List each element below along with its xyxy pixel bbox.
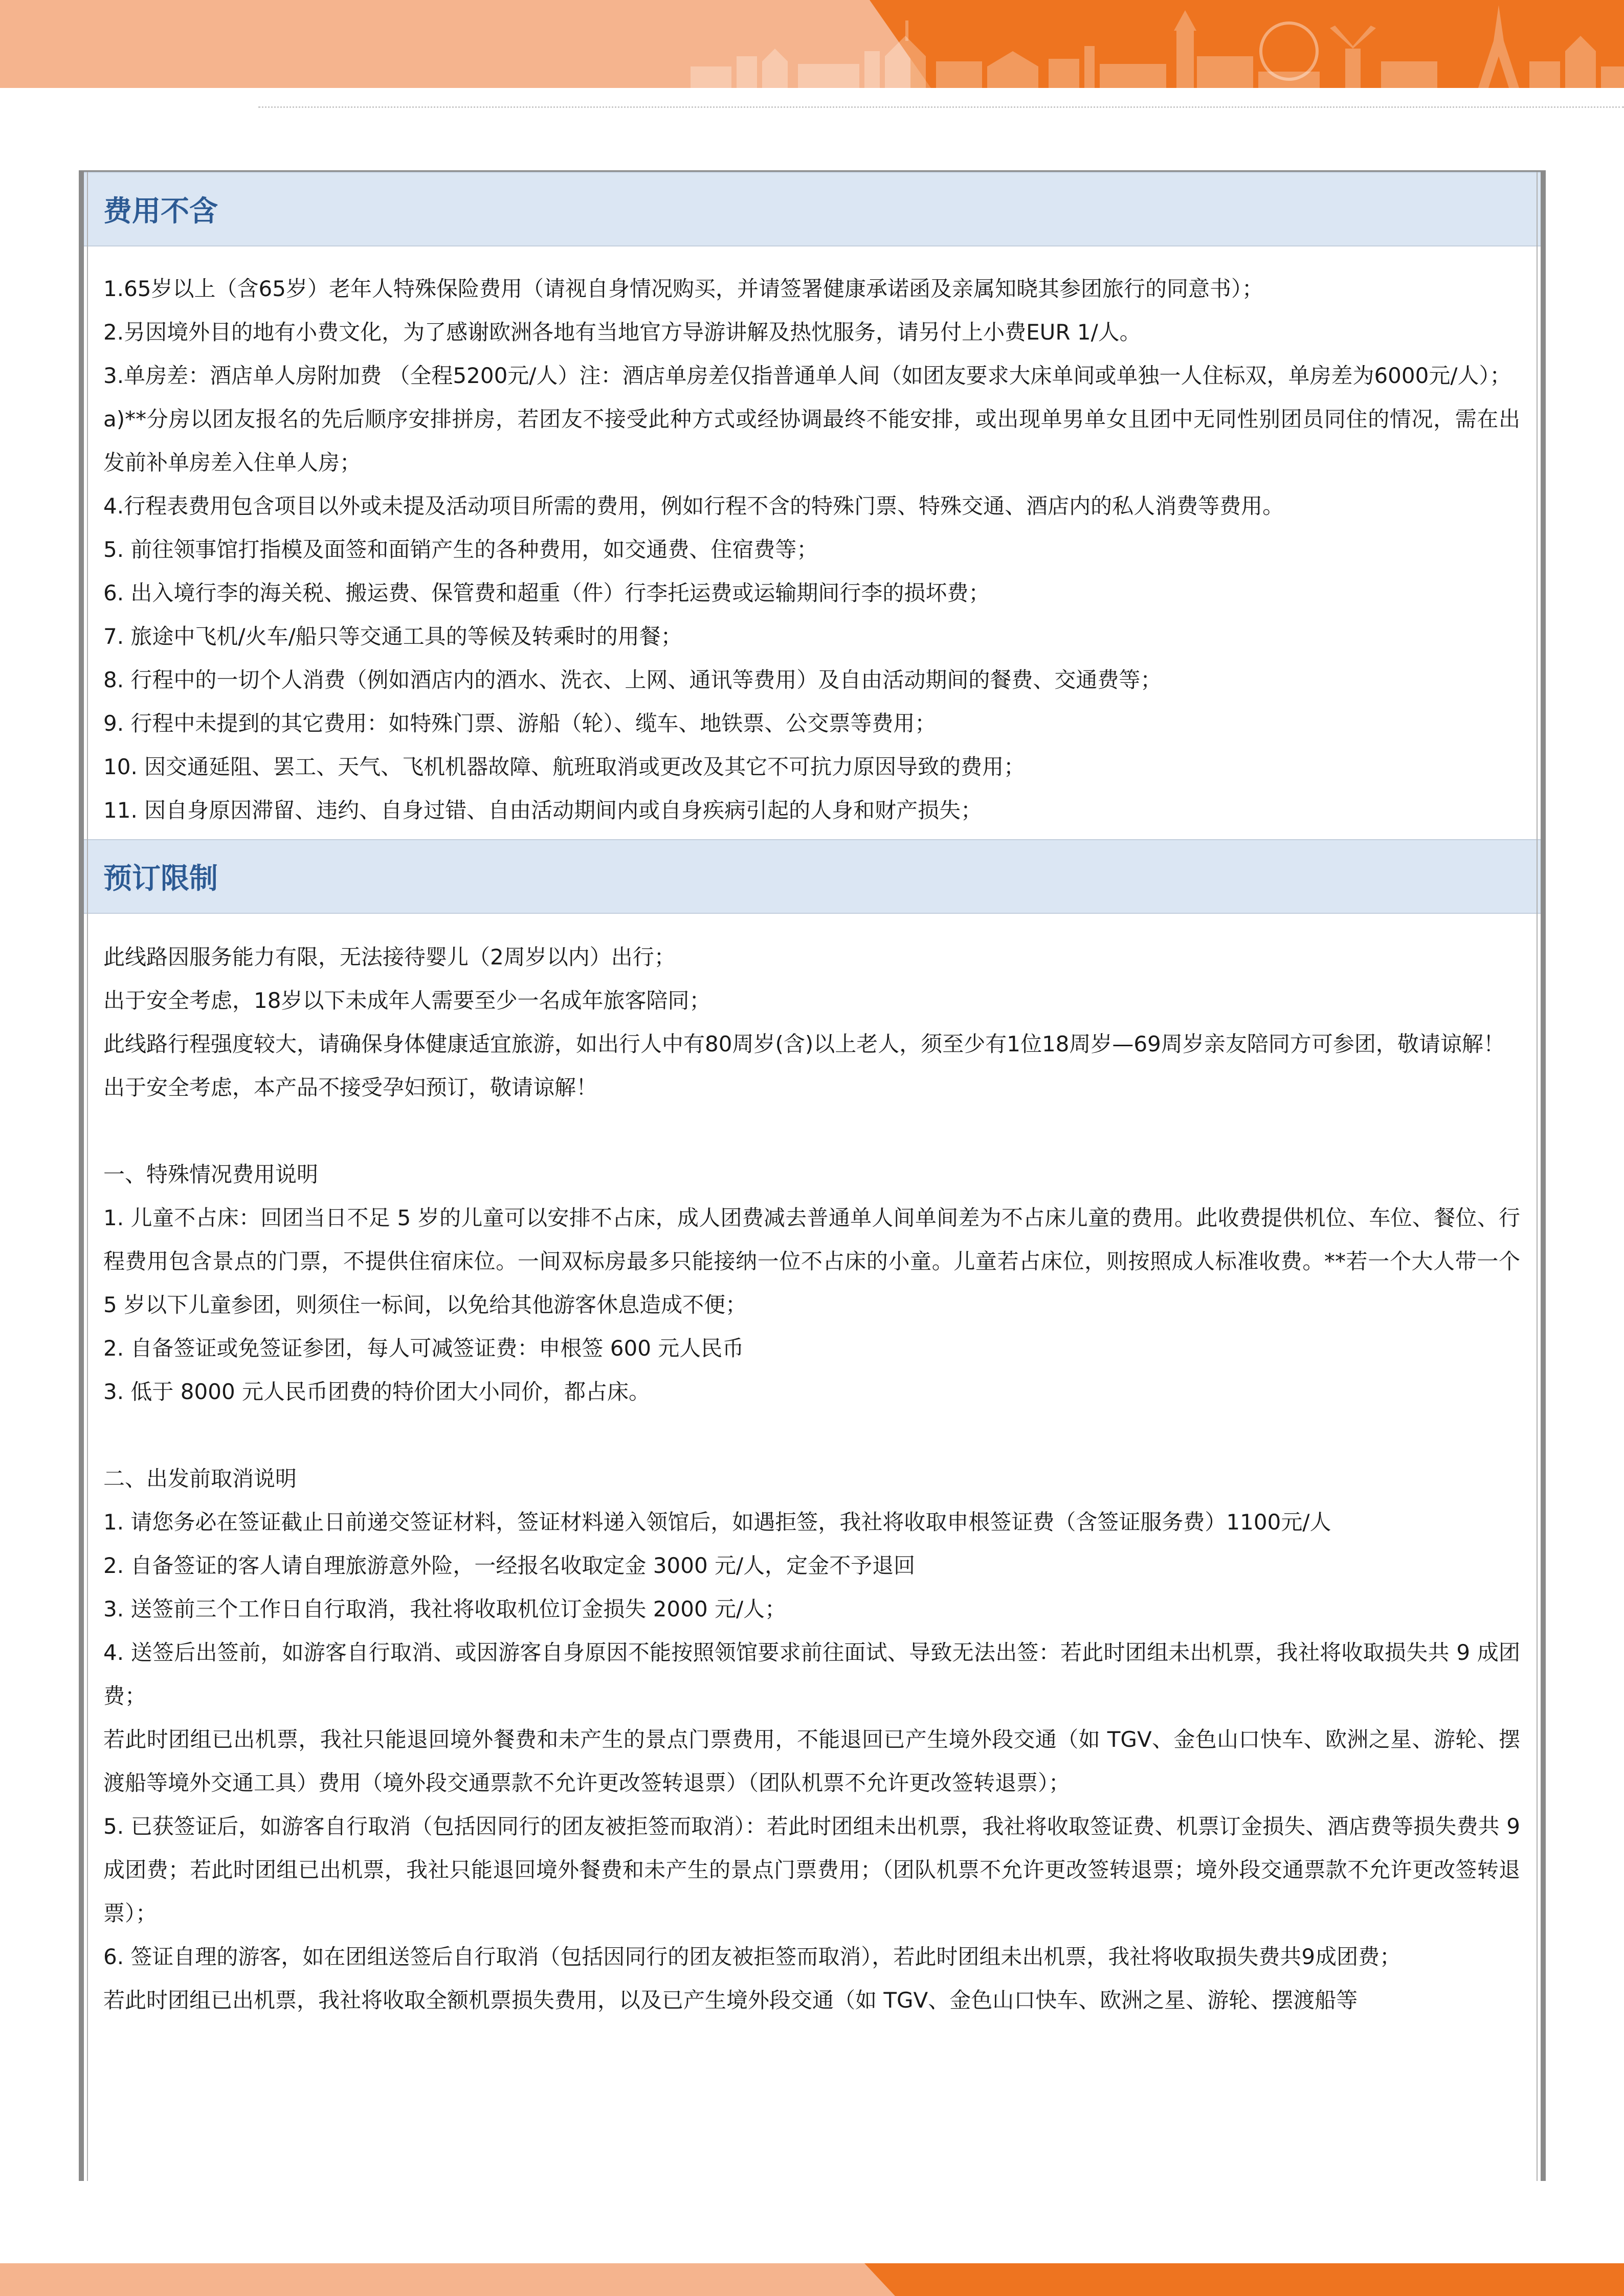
text-line: 1. 儿童不占床：回团当日不足 5 岁的儿童可以安排不占床，成人团费减去普通单人间单间差为不占床儿童的费用。此收费提供机位、车位、餐位、行程费用包含景点的门票，不提供住宿床位。一间双标房最多只能接纳一位不占床的小童。儿童若占床位，则按照成人标准收费。**若一个大人带一个 5 岁以下儿童参团，则须住一标间，以免给其他游客休息造成不便； (103, 1205, 1527, 1317)
subheading: 二、出发前取消说明 (103, 1466, 297, 1491)
section-header-booking-restrictions (84, 839, 1541, 914)
text-line: 7. 旅途中飞机/火车/船只等交通工具的等候及转乘时的用餐； (103, 624, 682, 649)
subheading: 一、特殊情况费用说明 (103, 1162, 319, 1187)
section-header-excluded-costs (84, 172, 1541, 246)
text-line: 1. 请您务必在签证截止日前递交签证材料，签证材料递入领馆后，如遇拒签，我社将收取申根签证费（含签证服务费）1100元/人 (103, 1510, 1331, 1535)
city-skyline-icon (680, 0, 1624, 88)
text-line: 11. 因自身原因滞留、违约、自身过错、自由活动期间内或自身疾病引起的人身和财产损失； (103, 798, 983, 823)
text-line: 5. 前往领事馆打指模及面签和面销产生的各种费用，如交通费、住宿费等； (103, 537, 818, 562)
text-line: 9. 行程中未提到的其它费用：如特殊门票、游船（轮）、缆车、地铁票、公交票等费用； (103, 711, 937, 736)
text-line: 此线路行程强度较大，请确保身体健康适宜旅游，如出行人中有80周岁(含)以上老人，须至少有1位18周岁—69周岁亲友陪同方可参团，敬请谅解！ (103, 1031, 1505, 1056)
bottom-banner-dark-band (864, 2263, 1624, 2296)
text-line: 出于安全考虑，本产品不接受孕妇预订，敬请谅解！ (103, 1075, 598, 1100)
header-divider (258, 106, 1624, 108)
blank-line (103, 1413, 1520, 1457)
section-title: 费用不含 (103, 195, 218, 228)
text-line: 1.65岁以上（含65岁）老年人特殊保险费用（请视自身情况购买，并请签署健康承诺函及亲属知晓其参团旅行的同意书）； (103, 276, 1263, 301)
text-line: 2.另因境外目的地有小费文化，为了感谢欧洲各地有当地官方导游讲解及热忱服务，请另付上小费EUR 1/人。 (103, 320, 1141, 345)
text-line: 8. 行程中的一切个人消费（例如酒店内的酒水、洗衣、上网、通讯等费用）及自由活动期间的餐费、交通费等； (103, 667, 1162, 692)
text-line: 4.行程表费用包含项目以外或未提及活动项目所需的费用，例如行程不含的特殊门票、特殊交通、酒店内的私人消费等费用。 (103, 493, 1284, 519)
text-line: 6. 签证自理的游客，如在团组送签后自行取消（包括因同行的团友被拒签而取消），若此时团组未出机票，我社将收取损失费共9成团费； (103, 1944, 1401, 1969)
text-line: 此线路因服务能力有限，无法接待婴儿（2周岁以内）出行； (103, 944, 676, 970)
text-line: 6. 出入境行李的海关税、搬运费、保管费和超重（件）行李托运费或运输期间行李的损坏费； (103, 580, 990, 605)
text-line: 3. 低于 8000 元人民币团费的特价团大小同价，都占床。 (103, 1379, 651, 1404)
text-line: 若此时团组已出机票，我社只能退回境外餐费和未产生的景点门票费用，不能退回已产生境外段交通（如 TGV、金色山口快车、欧洲之星、游轮、摆渡船等境外交通工具）费用（境外段交通票款不允许更改签转退票）（团队机票不允许更改签转退票）； (103, 1727, 1520, 1795)
text-line: 出于安全考虑，18岁以下未成年人需要至少一名成年旅客陪同； (103, 988, 711, 1013)
bottom-banner (0, 2263, 1624, 2296)
section-title: 预订限制 (103, 862, 218, 895)
text-line: a)**分房以团友报名的先后顺序安排拼房，若团友不接受此种方式或经协调最终不能安排，或出现单男单女且团中无同性别团员同住的情况，需在出发前补单房差入住单人房； (103, 407, 1520, 475)
text-line: 5. 已获签证后，如游客自行取消（包括因同行的团友被拒签而取消）：若此时团组未出机票，我社将收取签证费、机票订金损失、酒店费等损失费共 9 成团费；若此时团组已出机票，我社只能退回境外餐费和未产生的景点门票费用；（团队机票不允许更改签转退票；境外段交通票款不允许更改签转退票）； (103, 1814, 1527, 1926)
content-frame (79, 170, 1546, 2181)
text-line: 2. 自备签证的客人请自理旅游意外险，一经报名收取定金 3000 元/人，定金不予退回 (103, 1553, 916, 1578)
text-line: 若此时团组已出机票，我社将收取全额机票损失费用，以及已产生境外段交通（如 TGV、金色山口快车、欧洲之星、游轮、摆渡船等 (103, 1988, 1358, 2013)
text-line: 2. 自备签证或免签证参团，每人可减签证费：申根签 600 元人民币 (103, 1336, 744, 1361)
top-banner (0, 0, 1624, 88)
text-line: 3. 送签前三个工作日自行取消，我社将收取机位订金损失 2000 元/人； (103, 1596, 787, 1622)
text-line: 4. 送签后出签前，如游客自行取消、或因游客自身原因不能按照领馆要求前往面试、导致无法出签：若此时团组未出机票，我社将收取损失共 9 成团费； (103, 1640, 1520, 1708)
blank-line (103, 1109, 1520, 1153)
text-line: 3.单房差：酒店单人房附加费 （全程5200元/人）注：酒店单房差仅指普通单人间（如团友要求大床单间或单独一人住标双，单房差为6000元/人）； (103, 363, 1511, 388)
section-body-booking-restrictions (84, 914, 1541, 2032)
section-body-excluded-costs (84, 246, 1541, 839)
text-line: 10. 因交通延阻、罢工、天气、飞机机器故障、航班取消或更改及其它不可抗力原因导致的费用； (103, 754, 1026, 779)
